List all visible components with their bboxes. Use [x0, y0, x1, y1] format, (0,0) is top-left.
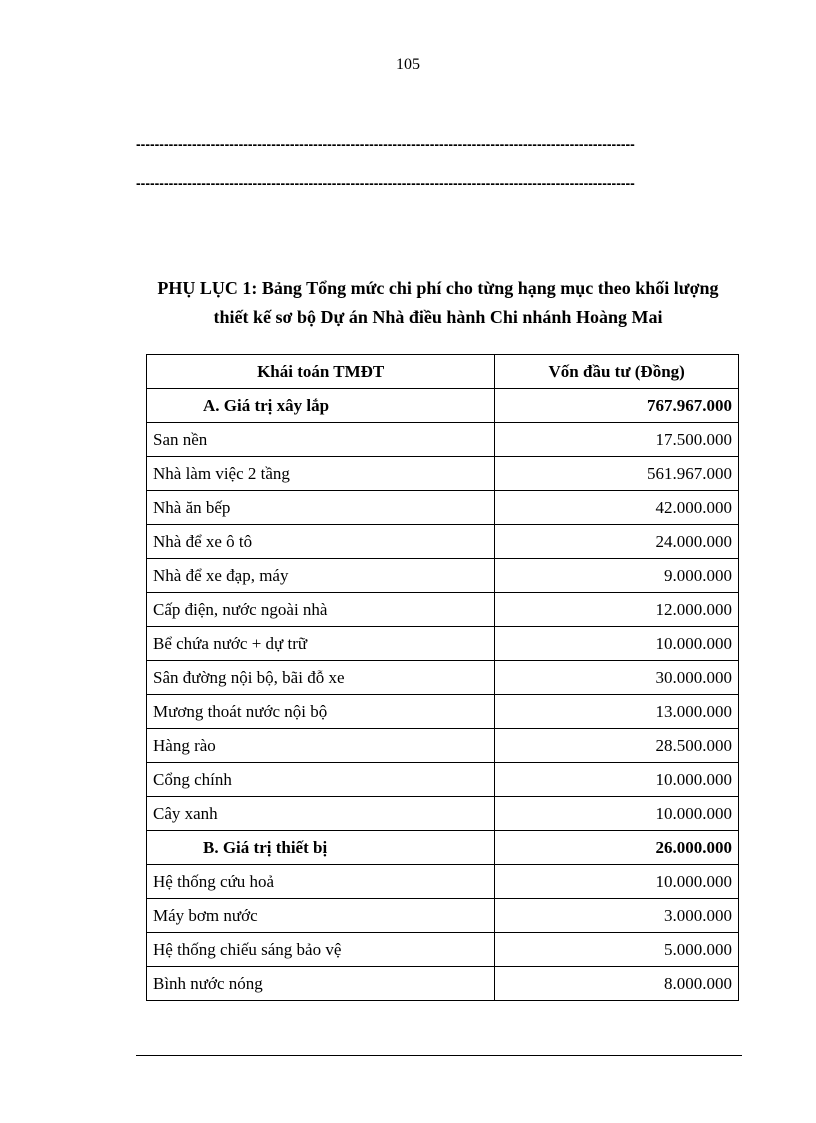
- table-row: [147, 763, 739, 797]
- column-header-investment: Vốn đầu tư (Đồng): [495, 355, 739, 389]
- item-value: 10.000.000: [495, 627, 739, 661]
- item-value: 10.000.000: [495, 763, 739, 797]
- item-name: Hệ thống cứu hoả: [147, 865, 495, 899]
- item-name: Nhà làm việc 2 tầng: [147, 457, 495, 491]
- budget-table: [146, 354, 739, 1001]
- item-name: Hàng rào: [147, 729, 495, 763]
- table-row: [147, 661, 739, 695]
- item-value: 30.000.000: [495, 661, 739, 695]
- separator-line-top: -----------------------------------------------------------------------------------------------------------: [136, 136, 635, 152]
- item-name: Nhà ăn bếp: [147, 491, 495, 525]
- section-total: 767.967.000: [495, 389, 739, 423]
- table-row: [147, 899, 739, 933]
- section-name: A. Giá trị xây lắp: [147, 389, 495, 423]
- section-total: 26.000.000: [495, 831, 739, 865]
- item-name: Cây xanh: [147, 797, 495, 831]
- item-name: Sân đường nội bộ, bãi đỗ xe: [147, 661, 495, 695]
- table-row: [147, 695, 739, 729]
- item-value: 24.000.000: [495, 525, 739, 559]
- column-header-item: Khái toán TMĐT: [147, 355, 495, 389]
- table-row: [147, 525, 739, 559]
- appendix-title: [120, 274, 756, 332]
- item-name: Cổng chính: [147, 763, 495, 797]
- item-name: Bình nước nóng: [147, 967, 495, 1001]
- section-row-construction: [147, 389, 739, 423]
- table-row: [147, 627, 739, 661]
- item-value: 10.000.000: [495, 865, 739, 899]
- section-name: B. Giá trị thiết bị: [147, 831, 495, 865]
- section-row-equipment: [147, 831, 739, 865]
- table-row: [147, 457, 739, 491]
- item-name: Nhà để xe đạp, máy: [147, 559, 495, 593]
- table-row: [147, 797, 739, 831]
- item-name: Bể chứa nước + dự trữ: [147, 627, 495, 661]
- item-value: 13.000.000: [495, 695, 739, 729]
- item-name: Máy bơm nước: [147, 899, 495, 933]
- item-value: 42.000.000: [495, 491, 739, 525]
- item-name: Hệ thống chiếu sáng bảo vệ: [147, 933, 495, 967]
- footer-rule: [136, 1055, 742, 1056]
- table-row: [147, 559, 739, 593]
- item-value: 17.500.000: [495, 423, 739, 457]
- item-value: 3.000.000: [495, 899, 739, 933]
- item-value: 10.000.000: [495, 797, 739, 831]
- appendix-title-line-2: thiết kế sơ bộ Dự án Nhà điều hành Chi nhánh Hoàng Mai: [213, 307, 663, 327]
- table-row: [147, 423, 739, 457]
- appendix-title-line-1: PHỤ LỤC 1: Bảng Tổng mức chi phí cho từng hạng mục theo khối lượng: [157, 278, 719, 298]
- item-value: 12.000.000: [495, 593, 739, 627]
- item-value: 9.000.000: [495, 559, 739, 593]
- item-value: 8.000.000: [495, 967, 739, 1001]
- table-row: [147, 933, 739, 967]
- item-value: 561.967.000: [495, 457, 739, 491]
- table-header-row: [147, 355, 739, 389]
- page-number: 105: [396, 56, 420, 73]
- table-row: [147, 729, 739, 763]
- separator-line-bottom: -----------------------------------------------------------------------------------------------------------: [136, 175, 635, 191]
- table-row: [147, 491, 739, 525]
- table-row: [147, 593, 739, 627]
- table-row: [147, 967, 739, 1001]
- item-name: San nền: [147, 423, 495, 457]
- item-value: 5.000.000: [495, 933, 739, 967]
- item-value: 28.500.000: [495, 729, 739, 763]
- item-name: Cấp điện, nước ngoài nhà: [147, 593, 495, 627]
- table-row: [147, 865, 739, 899]
- item-name: Nhà để xe ô tô: [147, 525, 495, 559]
- item-name: Mương thoát nước nội bộ: [147, 695, 495, 729]
